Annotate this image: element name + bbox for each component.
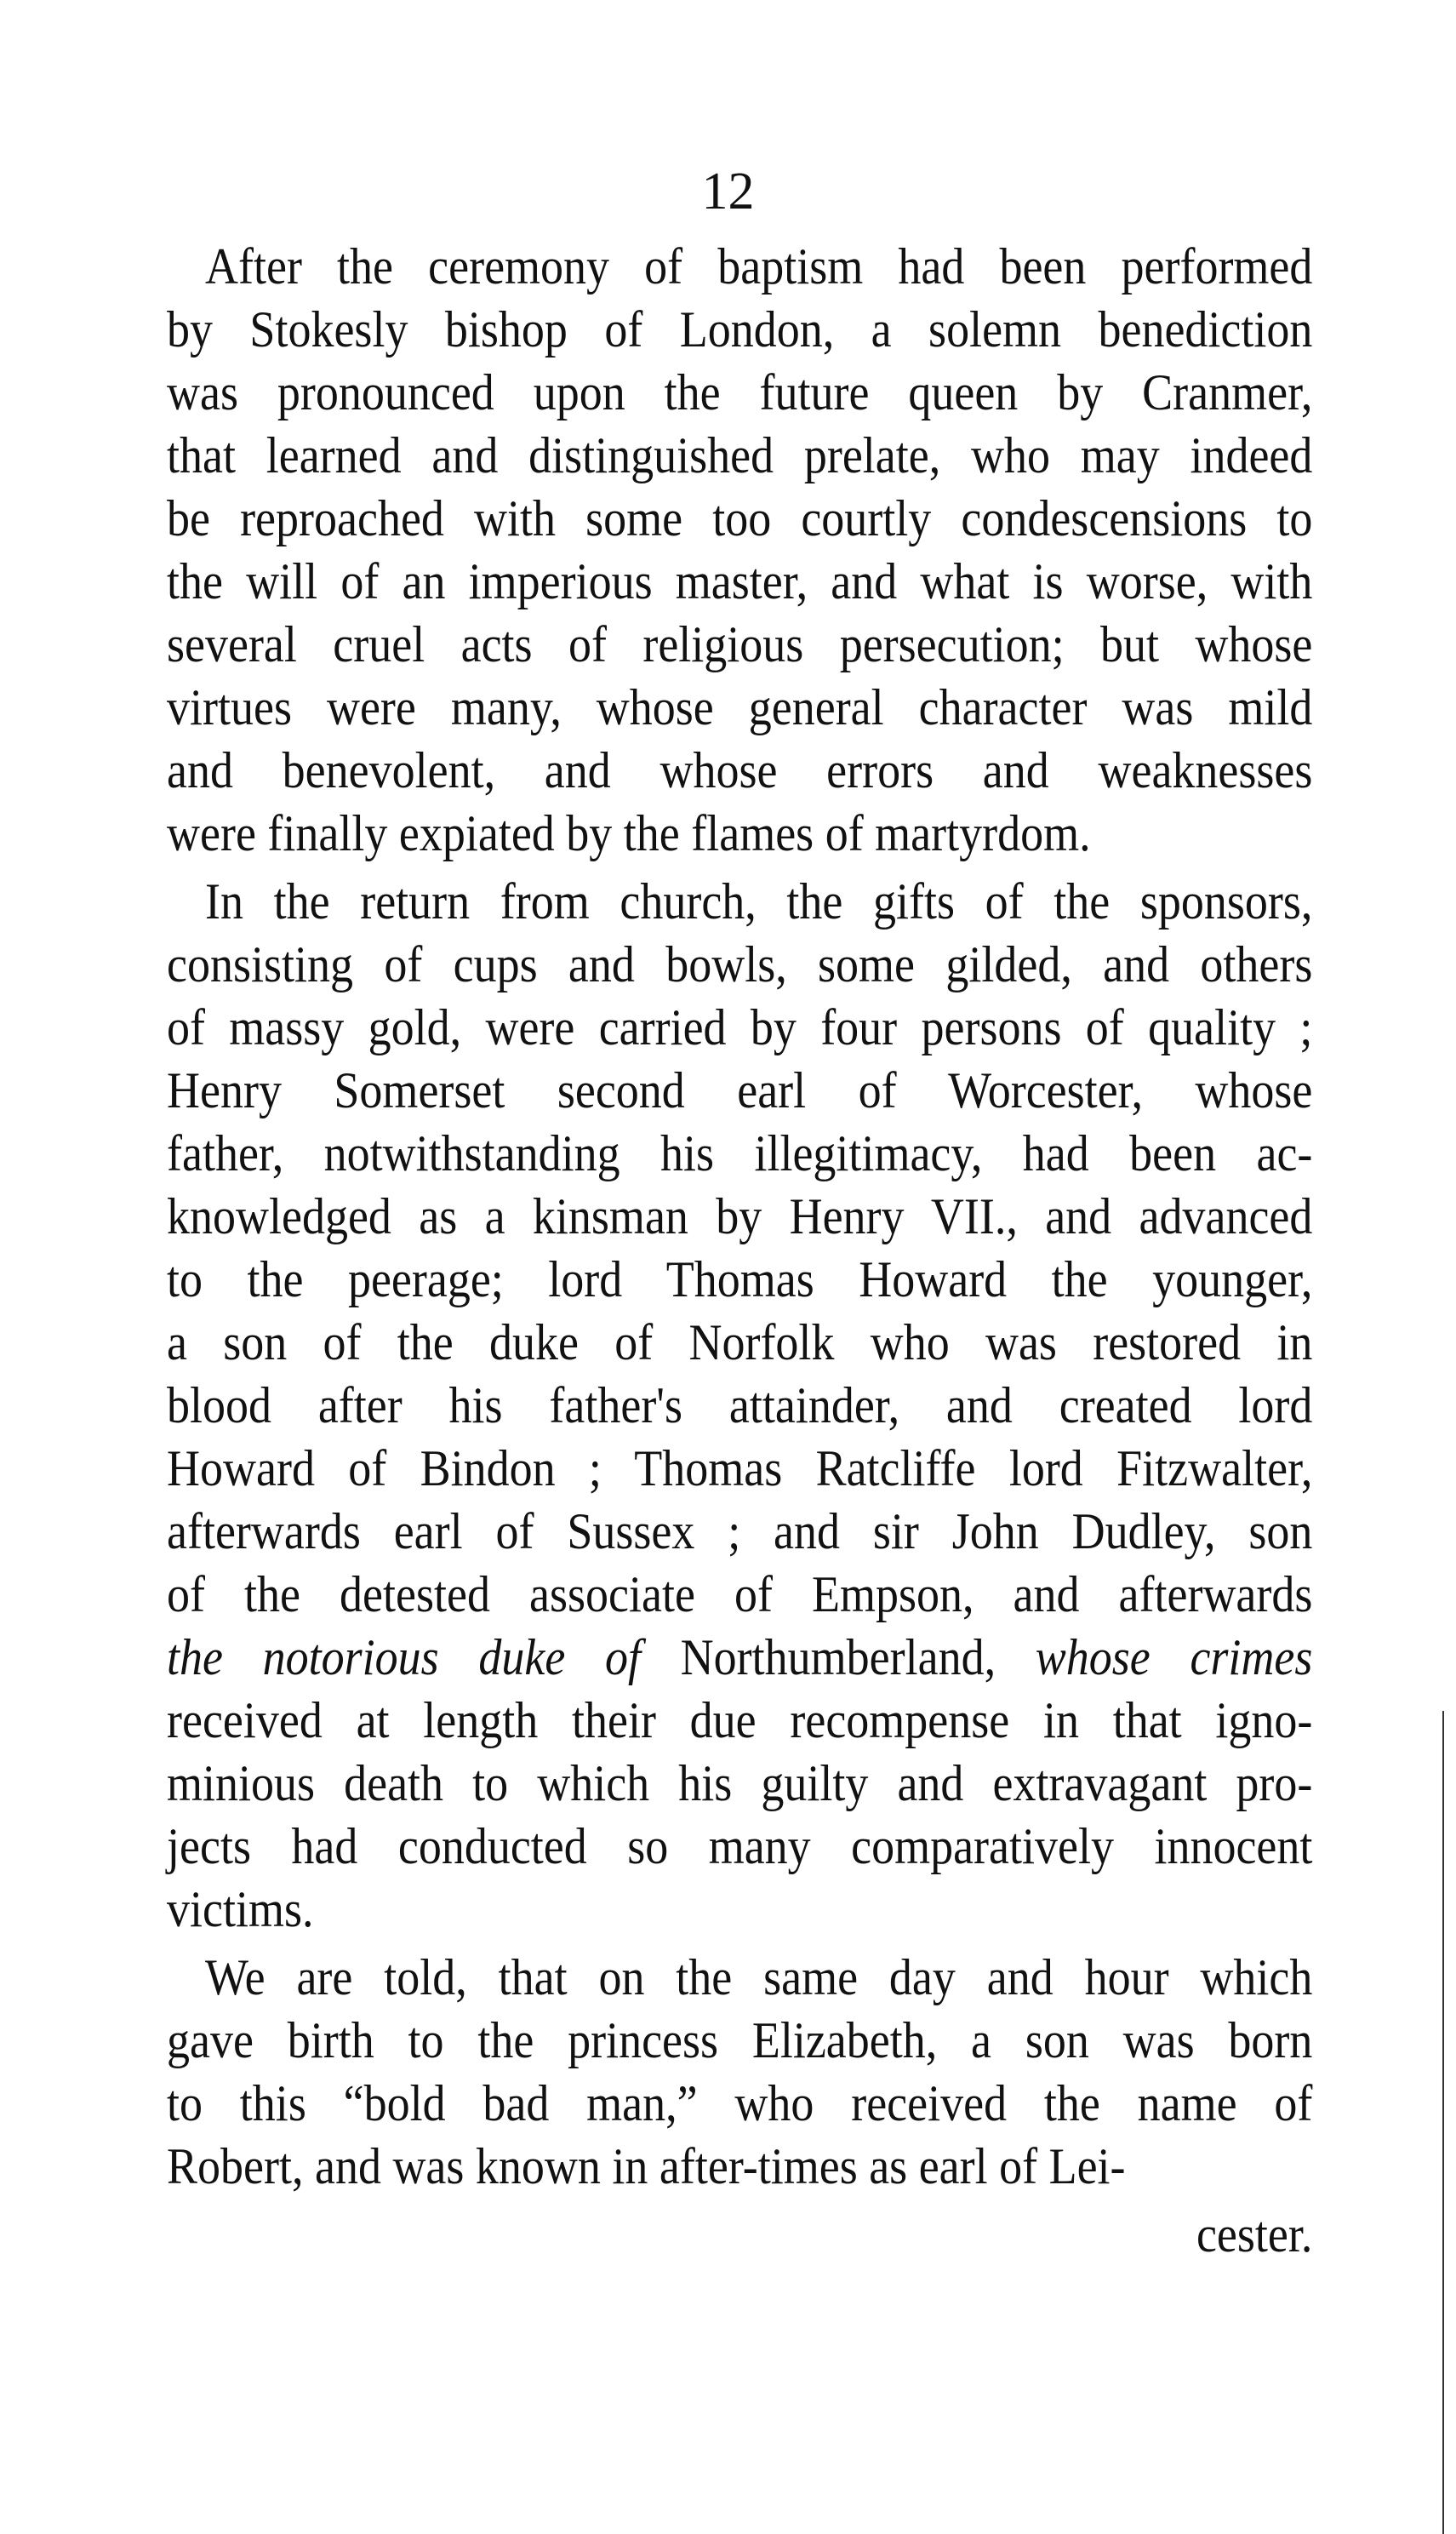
text-line: After the ceremony of baptism had been performed [205, 238, 1313, 295]
text-line: knowledged as a kinsman by Henry VII., and advanced [167, 1188, 1313, 1244]
scan-edge-line [1442, 1711, 1444, 2534]
text-line: by Stokesly bishop of London, a solemn benediction [167, 301, 1313, 358]
text-line: to this “bold bad man,” who received the name of [167, 2075, 1313, 2131]
text-segment: Northumberland, [680, 1629, 996, 1685]
paragraph-3 [167, 1946, 1312, 2198]
text-segment: the notorious duke of [167, 1629, 641, 1685]
text-line: and benevolent, and whose errors and weaknesses [167, 742, 1313, 798]
text-line: that learned and distinguished prelate, who may indeed [167, 427, 1313, 483]
text-line: blood after his father's attainder, and created lord [167, 1377, 1313, 1433]
catchword: cester. [1196, 2206, 1313, 2262]
text-line: were finally expiated by the flames of martyrdom. [167, 805, 1091, 861]
text-line: father, notwithstanding his illegitimacy, had been ac- [167, 1125, 1313, 1181]
text-line: be reproached with some too courtly condescensions to [167, 490, 1313, 546]
text-line: the will of an imperious master, and what is worse, with [167, 553, 1313, 609]
text-line: In the return from church, the gifts of the sponsors, [205, 873, 1313, 930]
paragraph-2 [167, 870, 1312, 1941]
text-line: afterwards earl of Sussex ; and sir John Dudley, son [167, 1503, 1313, 1559]
text-line: to the peerage; lord Thomas Howard the younger, [167, 1251, 1313, 1307]
text-line: of massy gold, were carried by four persons of quality ; [167, 999, 1313, 1055]
paragraph-1 [167, 235, 1312, 865]
text-line: minious death to which his guilty and extravagant pro- [167, 1755, 1313, 1811]
text-line [167, 1626, 1312, 1689]
text-line: jects had conducted so many comparatively innocent [167, 1818, 1313, 1874]
text-line: We are told, that on the same day and hour which [205, 1949, 1313, 2005]
body-text [167, 235, 1312, 2266]
text-line: virtues were many, whose general character was mild [167, 679, 1313, 735]
text-line: Henry Somerset second earl of Worcester, whose [167, 1062, 1313, 1118]
page-number: 12 [701, 163, 755, 220]
text-line: was pronounced upon the future queen by Cranmer, [167, 364, 1313, 420]
text-line: a son of the duke of Norfolk who was restored in [167, 1314, 1313, 1370]
text-line: several cruel acts of religious persecution; but whose [167, 616, 1313, 672]
text-line: of the detested associate of Empson, and afterwards [167, 1566, 1313, 1622]
text-line: consisting of cups and bowls, some gilded, and others [167, 936, 1313, 992]
text-line: received at length their due recompense in that igno- [167, 1692, 1313, 1748]
text-line: Robert, and was known in after-times as earl of Lei- [167, 2138, 1126, 2194]
text-line: Howard of Bindon ; Thomas Ratcliffe lord Fitzwalter, [167, 1440, 1313, 1496]
text-line: victims. [167, 1881, 314, 1937]
text-segment: whose crimes [1035, 1629, 1313, 1685]
text-line: gave birth to the princess Elizabeth, a son was born [167, 2012, 1313, 2068]
